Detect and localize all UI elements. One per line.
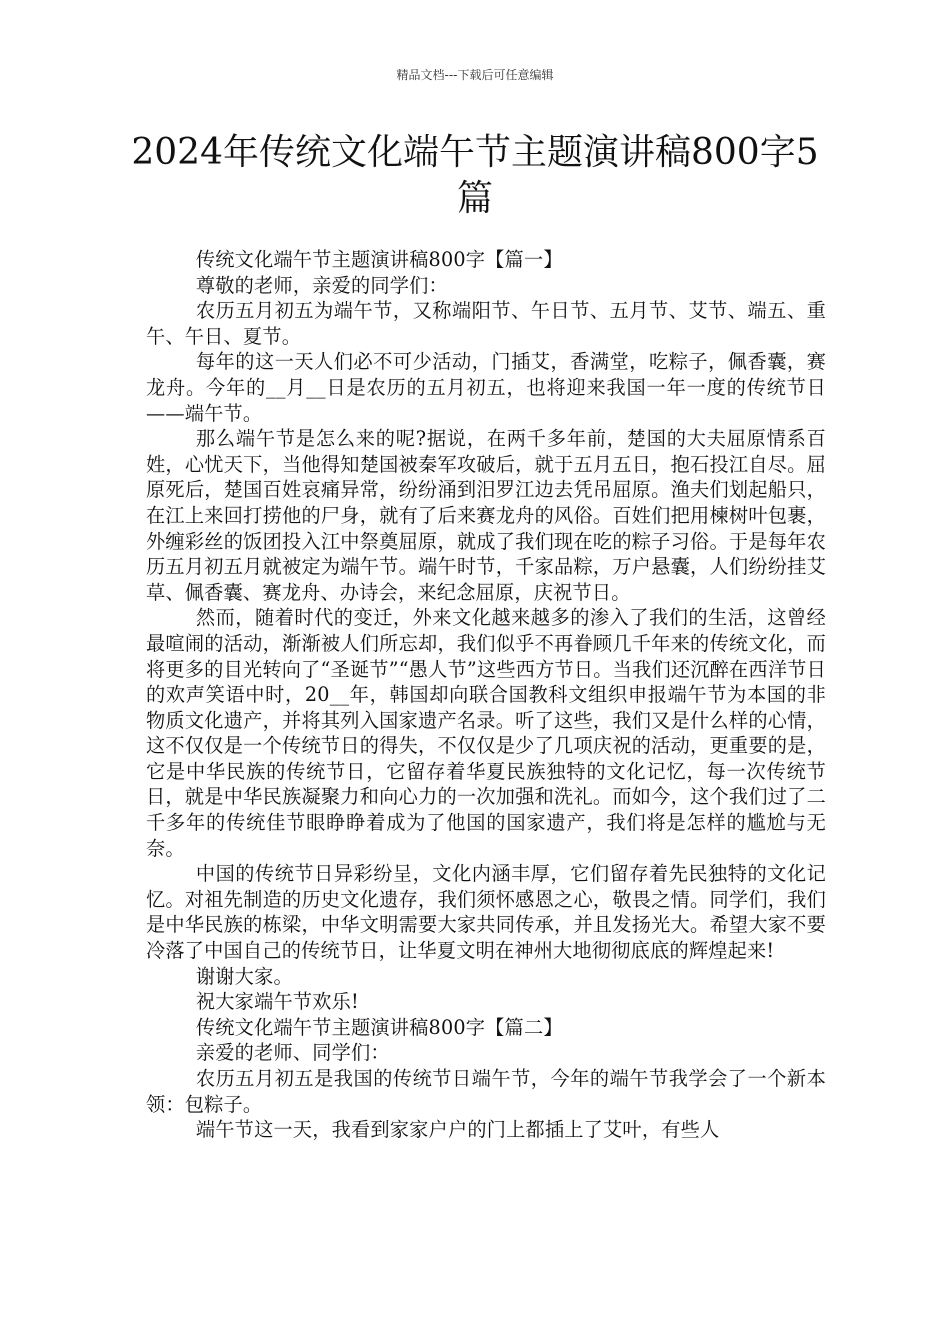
page-header-note: 精品文档---下载后可任意编辑 <box>396 68 554 82</box>
paragraph: 那么端午节是怎么来的呢?据说，在两千多年前，楚国的大夫屈原情系百姓，心忧天下，当他得知楚国被秦军攻破后，就于五月五日，抱石投江自尽。屈原死后，楚国百姓哀痛异常，纷纷涌到汨罗江边去凭吊屈原。渔夫们划起船只，在江上来回打捞他的尸身，就有了后来赛龙舟的风俗。百姓们把用楝树叶包裹，外缠彩丝的饭团投入江中祭奠屈原，就成了我们现在吃的粽子习俗。于是每年农历五月初五月就被定为端午节。端午时节，千家品粽，万户悬囊，人们纷纷挂艾草、佩香囊、赛龙舟、办诗会，来纪念屈原，庆祝节日。 <box>146 427 826 604</box>
section-heading-1: 传统文化端午节主题演讲稿800字【篇一】 <box>195 248 563 271</box>
salutation: 尊敬的老师，亲爱的同学们： <box>195 273 448 297</box>
paragraph: 每年的这一天人们必不可少活动，门插艾，香满堂，吃粽子，佩香囊，赛龙舟。今年的__月__日是农历的五月初五，也将迎来我国一年一度的传统节日——端午节。 <box>146 350 826 425</box>
closing-thanks: 谢谢大家。 <box>195 964 293 988</box>
paragraph: 端午节这一天，我看到家家户户的门上都插上了艾叶，有些人 <box>195 1118 720 1142</box>
paragraph: 农历五月初五为端午节，又称端阳节、午日节、五月节、艾节、端五、重午、午日、夏节。 <box>146 299 826 348</box>
document-title: 2024年传统文化端午节主题演讲稿800字5篇 <box>131 132 819 219</box>
closing-wish: 祝大家端午节欢乐! <box>195 990 359 1014</box>
paragraph: 农历五月初五是我国的传统节日端午节，今年的端午节我学会了一个新本领：包粽子。 <box>146 1067 826 1116</box>
paragraph: 然而，随着时代的变迁，外来文化越来越多的渗入了我们的生活，这曾经最喧闹的活动，渐渐被人们所忘却，我们似乎不再眷顾几千年来的传统文化，而将更多的目光转向了“圣诞节”“愚人节”这些西方节日。当我们还沉醉在西洋节日的欢声笑语中时，20__年，韩国却向联合国教科文组织申报端午节为本国的非物质文化遗产，并将其列入国家遗产名录。听了这些，我们又是什么样的心情，这不仅仅是一个传统节日的得失，不仅仅是少了几项庆祝的活动，更重要的是，它是中华民族的传统节日，它留存着华夏民族独特的文化记忆，每一次传统节日，就是中华民族凝聚力和向心力的一次加强和洗礼。而如今，这个我们过了二千多年的传统佳节眼睁睁着成为了他国的国家遗产，我们将是怎样的尴尬与无奈。 <box>146 606 826 860</box>
section-heading-2: 传统文化端午节主题演讲稿800字【篇二】 <box>195 1015 563 1039</box>
salutation: 亲爱的老师、同学们： <box>195 1041 390 1065</box>
paragraph: 中国的传统节日异彩纷呈，文化内涵丰厚，它们留存着先民独特的文化记忆。对祖先制造的历史文化遗存，我们须怀感恩之心，敬畏之情。同学们，我们是中华民族的栋梁，中华文明需要大家共同传承，并且发扬光大。希望大家不要冷落了中国自己的传统节日，让华夏文明在神州大地彻彻底底的辉煌起来! <box>146 862 826 963</box>
document-body <box>146 247 826 1143</box>
